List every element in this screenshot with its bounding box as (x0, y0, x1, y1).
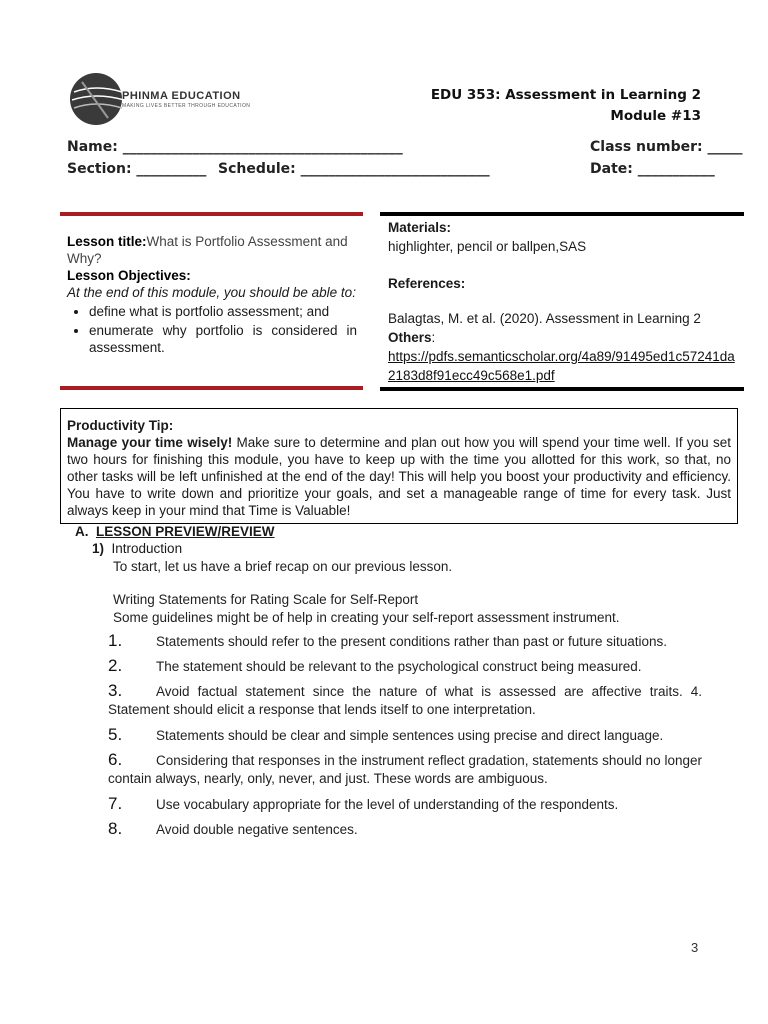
topic-text: Writing Statements for Rating Scale for Self-Report (113, 592, 419, 607)
section-title: LESSON PREVIEW/REVIEW (96, 524, 275, 539)
section-heading (75, 524, 275, 539)
objectives-intro: At the end of this module, you should be able to: (67, 285, 356, 300)
guideline-item: 7. Use vocabulary appropriate for the level of understanding of the respondents. (108, 794, 619, 813)
lesson-top-divider (60, 212, 363, 216)
tip-lead: Manage your time wisely! (67, 435, 233, 450)
course-title: EDU 353: Assessment in Learning 2 (430, 87, 701, 103)
others-line: Others: (388, 330, 436, 345)
name-field[interactable]: Name: ________________________________________ (67, 139, 403, 155)
lesson-title (67, 233, 357, 267)
guideline-item: 8. Avoid double negative sentences. (108, 819, 358, 838)
class-number-field[interactable]: Class number: _____ (590, 139, 743, 155)
materials-items: highlighter, pencil or ballpen,SAS (388, 239, 587, 254)
objective-item: • enumerate why portfolio is considered in assessment. (89, 322, 357, 356)
lesson-bottom-divider (60, 386, 363, 390)
guideline-item: 2. The statement should be relevant to the psychological construct being measured. (108, 656, 642, 675)
section-letter: A. (75, 524, 89, 539)
objectives-list (67, 303, 357, 356)
recap-text: To start, let us have a brief recap on our previous lesson. (113, 559, 453, 574)
schedule-field[interactable]: Schedule: ___________________________ (218, 161, 490, 177)
section-field[interactable]: Section: __________ (67, 161, 207, 177)
reference-entry: Balagtas, M. et al. (2020). Assessment in Learning 2 (388, 311, 701, 326)
objectives-label: Lesson Objectives: (67, 268, 191, 283)
materials-bottom-divider (380, 387, 744, 391)
guideline-item: 6. Considering that responses in the instrument reflect gradation, statements should no longer contain always, nearly, only, never, and just. These words are ambiguous. (108, 750, 702, 786)
materials-info (388, 218, 738, 385)
objective-item: • define what is portfolio assessment; and (89, 303, 357, 320)
lesson-title-label: Lesson title: (67, 234, 147, 249)
logo-name: PHINMA EDUCATION (122, 90, 241, 102)
reference-link[interactable]: https://pdfs.semanticscholar.org/4a89/91495ed1c57241da2183d8f91ecc49c568e1.pdf (388, 349, 735, 383)
tip-label: Productivity Tip: (67, 418, 174, 433)
guideline-item: 5. Statements should be clear and simple sentences using precise and direct language. (108, 725, 664, 744)
phinma-emblem-icon (68, 70, 128, 128)
lesson-info (67, 233, 357, 356)
references-label: References: (388, 276, 466, 291)
tip-body (67, 434, 731, 519)
subsection-heading (92, 541, 182, 556)
lesson-title-text: What is Portfolio Assessment and Why? (67, 234, 348, 266)
guidelines-intro: Some guidelines might be of help in creating your self-report assessment instrument. (113, 610, 620, 625)
materials-top-divider (380, 212, 744, 216)
productivity-tip-box (60, 408, 738, 524)
subsection-number: 1) (92, 541, 105, 556)
tip-text: Make sure to determine and plan out how you will spend your time well. If you set two hours for finishing this module, you have to keep up with the time you allotted for this work, so that, no other tasks will be left unfinished at the end of the day! This will help you boost your productivity and efficiency. You have to write down and prioritize your goals, and set a manageable range of time for every task. Just always keep in your mind that Time is Valuable! (67, 435, 731, 518)
guideline-item: 1. Statements should refer to the present conditions rather than past or future situations. (108, 631, 668, 650)
materials-label: Materials: (388, 220, 452, 235)
module-number: Module #13 (610, 108, 701, 124)
subsection-title: Introduction (111, 541, 183, 556)
page-number: 3 (691, 940, 699, 955)
guideline-item: 3. Avoid factual statement since the nature of what is assessed are affective traits. 4. Statement should elicit a response that lends itself to one interpretation. (108, 681, 702, 717)
date-field[interactable]: Date: ___________ (590, 161, 715, 177)
logo-tagline: MAKING LIVES BETTER THROUGH EDUCATION (122, 103, 251, 109)
course-heading (431, 85, 701, 127)
